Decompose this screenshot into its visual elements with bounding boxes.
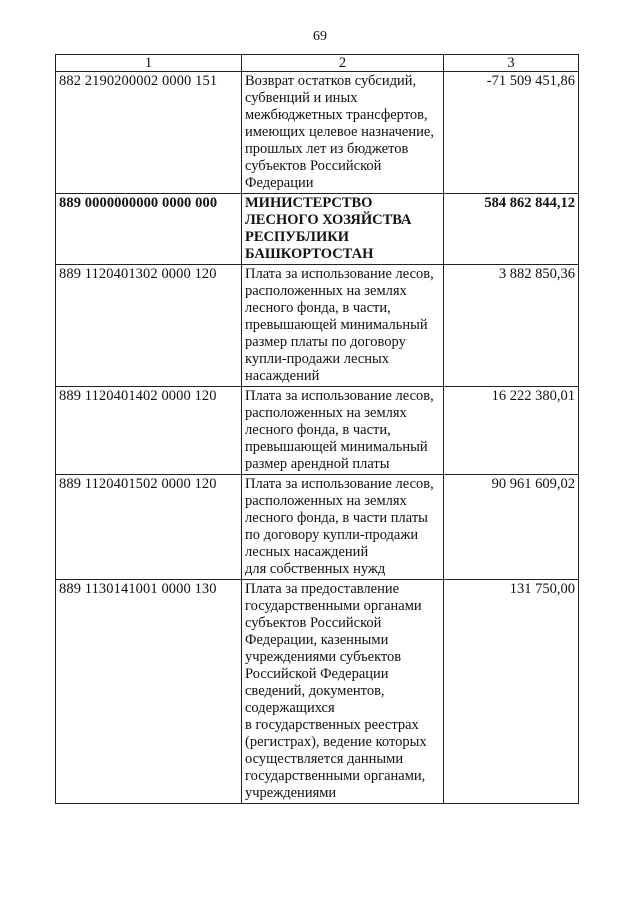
revenue-name <box>242 194 444 265</box>
column-header-amount: 3 <box>444 55 579 72</box>
revenue-name-line: расположенных на землях <box>245 493 407 509</box>
table-row <box>56 72 579 194</box>
revenue-name-line: расположенных на землях <box>245 283 407 299</box>
revenue-name <box>242 265 444 387</box>
revenue-name-line: БАШКОРТОСТАН <box>245 246 374 262</box>
table-row <box>56 580 579 804</box>
revenue-name-line: лесного фонда, в части, <box>245 300 391 316</box>
revenue-name-line: лесного фонда, в части, <box>245 422 391 438</box>
revenue-name-line: размер арендной платы <box>245 456 390 472</box>
revenue-name-line: учреждениями субъектов <box>245 649 402 665</box>
revenue-name-line: (регистрах), ведение которых <box>245 734 427 750</box>
table-row <box>56 265 579 387</box>
table-row <box>56 194 579 265</box>
revenue-name-line: Плата за использование лесов, <box>245 266 434 282</box>
amount-value: 584 862 844,12 <box>444 194 579 265</box>
revenue-name-line: купли-продажи лесных <box>245 351 389 367</box>
revenue-name-line: лесных насаждений <box>245 544 369 560</box>
revenue-name <box>242 387 444 475</box>
table-row <box>56 387 579 475</box>
revenue-name-line: прошлых лет из бюджетов <box>245 141 409 157</box>
classification-code: 889 1130141001 0000 130 <box>56 580 242 804</box>
revenue-name-line: Российской Федерации <box>245 666 389 682</box>
revenue-name-line: содержащихся <box>245 700 335 716</box>
classification-code: 889 1120401502 0000 120 <box>56 475 242 580</box>
revenue-name-line: субвенций и иных <box>245 90 358 106</box>
revenue-name-line: Федерации, казенными <box>245 632 389 648</box>
revenue-name-line: Плата за предоставление <box>245 581 400 597</box>
column-header-name: 2 <box>242 55 444 72</box>
revenue-name-line: ЛЕСНОГО ХОЗЯЙСТВА <box>245 212 412 228</box>
amount-value: 3 882 850,36 <box>444 265 579 387</box>
revenue-name-line: МИНИСТЕРСТВО <box>245 195 373 211</box>
revenue-name-line: превышающей минимальный <box>245 439 428 455</box>
table-body <box>56 72 579 804</box>
page-number: 69 <box>313 29 327 44</box>
revenue-name <box>242 72 444 194</box>
revenue-name-line: превышающей минимальный <box>245 317 428 333</box>
revenue-name-line: расположенных на землях <box>245 405 407 421</box>
revenue-name-line: государственными органами <box>245 598 422 614</box>
revenue-name-line: Плата за использование лесов, <box>245 388 434 404</box>
revenue-name-line: в государственных реестрах <box>245 717 419 733</box>
revenue-name-line: лесного фонда, в части платы <box>245 510 428 526</box>
column-header-code: 1 <box>56 55 242 72</box>
classification-code: 889 1120401402 0000 120 <box>56 387 242 475</box>
budget-revenue-table <box>55 54 579 804</box>
revenue-name-line: осуществляется данными <box>245 751 404 767</box>
revenue-name-line: РЕСПУБЛИКИ <box>245 229 350 245</box>
revenue-name-line: для собственных нужд <box>245 561 386 577</box>
revenue-name-line: Возврат остатков субсидий, <box>245 73 417 89</box>
amount-value: -71 509 451,86 <box>444 72 579 194</box>
revenue-name-line: Федерации <box>245 175 314 191</box>
revenue-name-line: учреждениями <box>245 785 337 801</box>
revenue-name-line: имеющих целевое назначение, <box>245 124 434 140</box>
table-header-row <box>56 55 579 72</box>
classification-code: 889 1120401302 0000 120 <box>56 265 242 387</box>
revenue-name-line: межбюджетных трансфертов, <box>245 107 428 123</box>
revenue-name-line: по договору купли-продажи <box>245 527 419 543</box>
table-row <box>56 475 579 580</box>
amount-value: 90 961 609,02 <box>444 475 579 580</box>
revenue-name-line: размер платы по договору <box>245 334 406 350</box>
revenue-name <box>242 580 444 804</box>
revenue-name <box>242 475 444 580</box>
classification-code: 882 2190200002 0000 151 <box>56 72 242 194</box>
revenue-name-line: субъектов Российской <box>245 158 382 174</box>
revenue-name-line: насаждений <box>245 368 320 384</box>
revenue-name-line: субъектов Российской <box>245 615 382 631</box>
revenue-name-line: Плата за использование лесов, <box>245 476 434 492</box>
classification-code: 889 0000000000 0000 000 <box>56 194 242 265</box>
amount-value: 131 750,00 <box>444 580 579 804</box>
revenue-name-line: сведений, документов, <box>245 683 385 699</box>
amount-value: 16 222 380,01 <box>444 387 579 475</box>
revenue-name-line: государственными органами, <box>245 768 426 784</box>
